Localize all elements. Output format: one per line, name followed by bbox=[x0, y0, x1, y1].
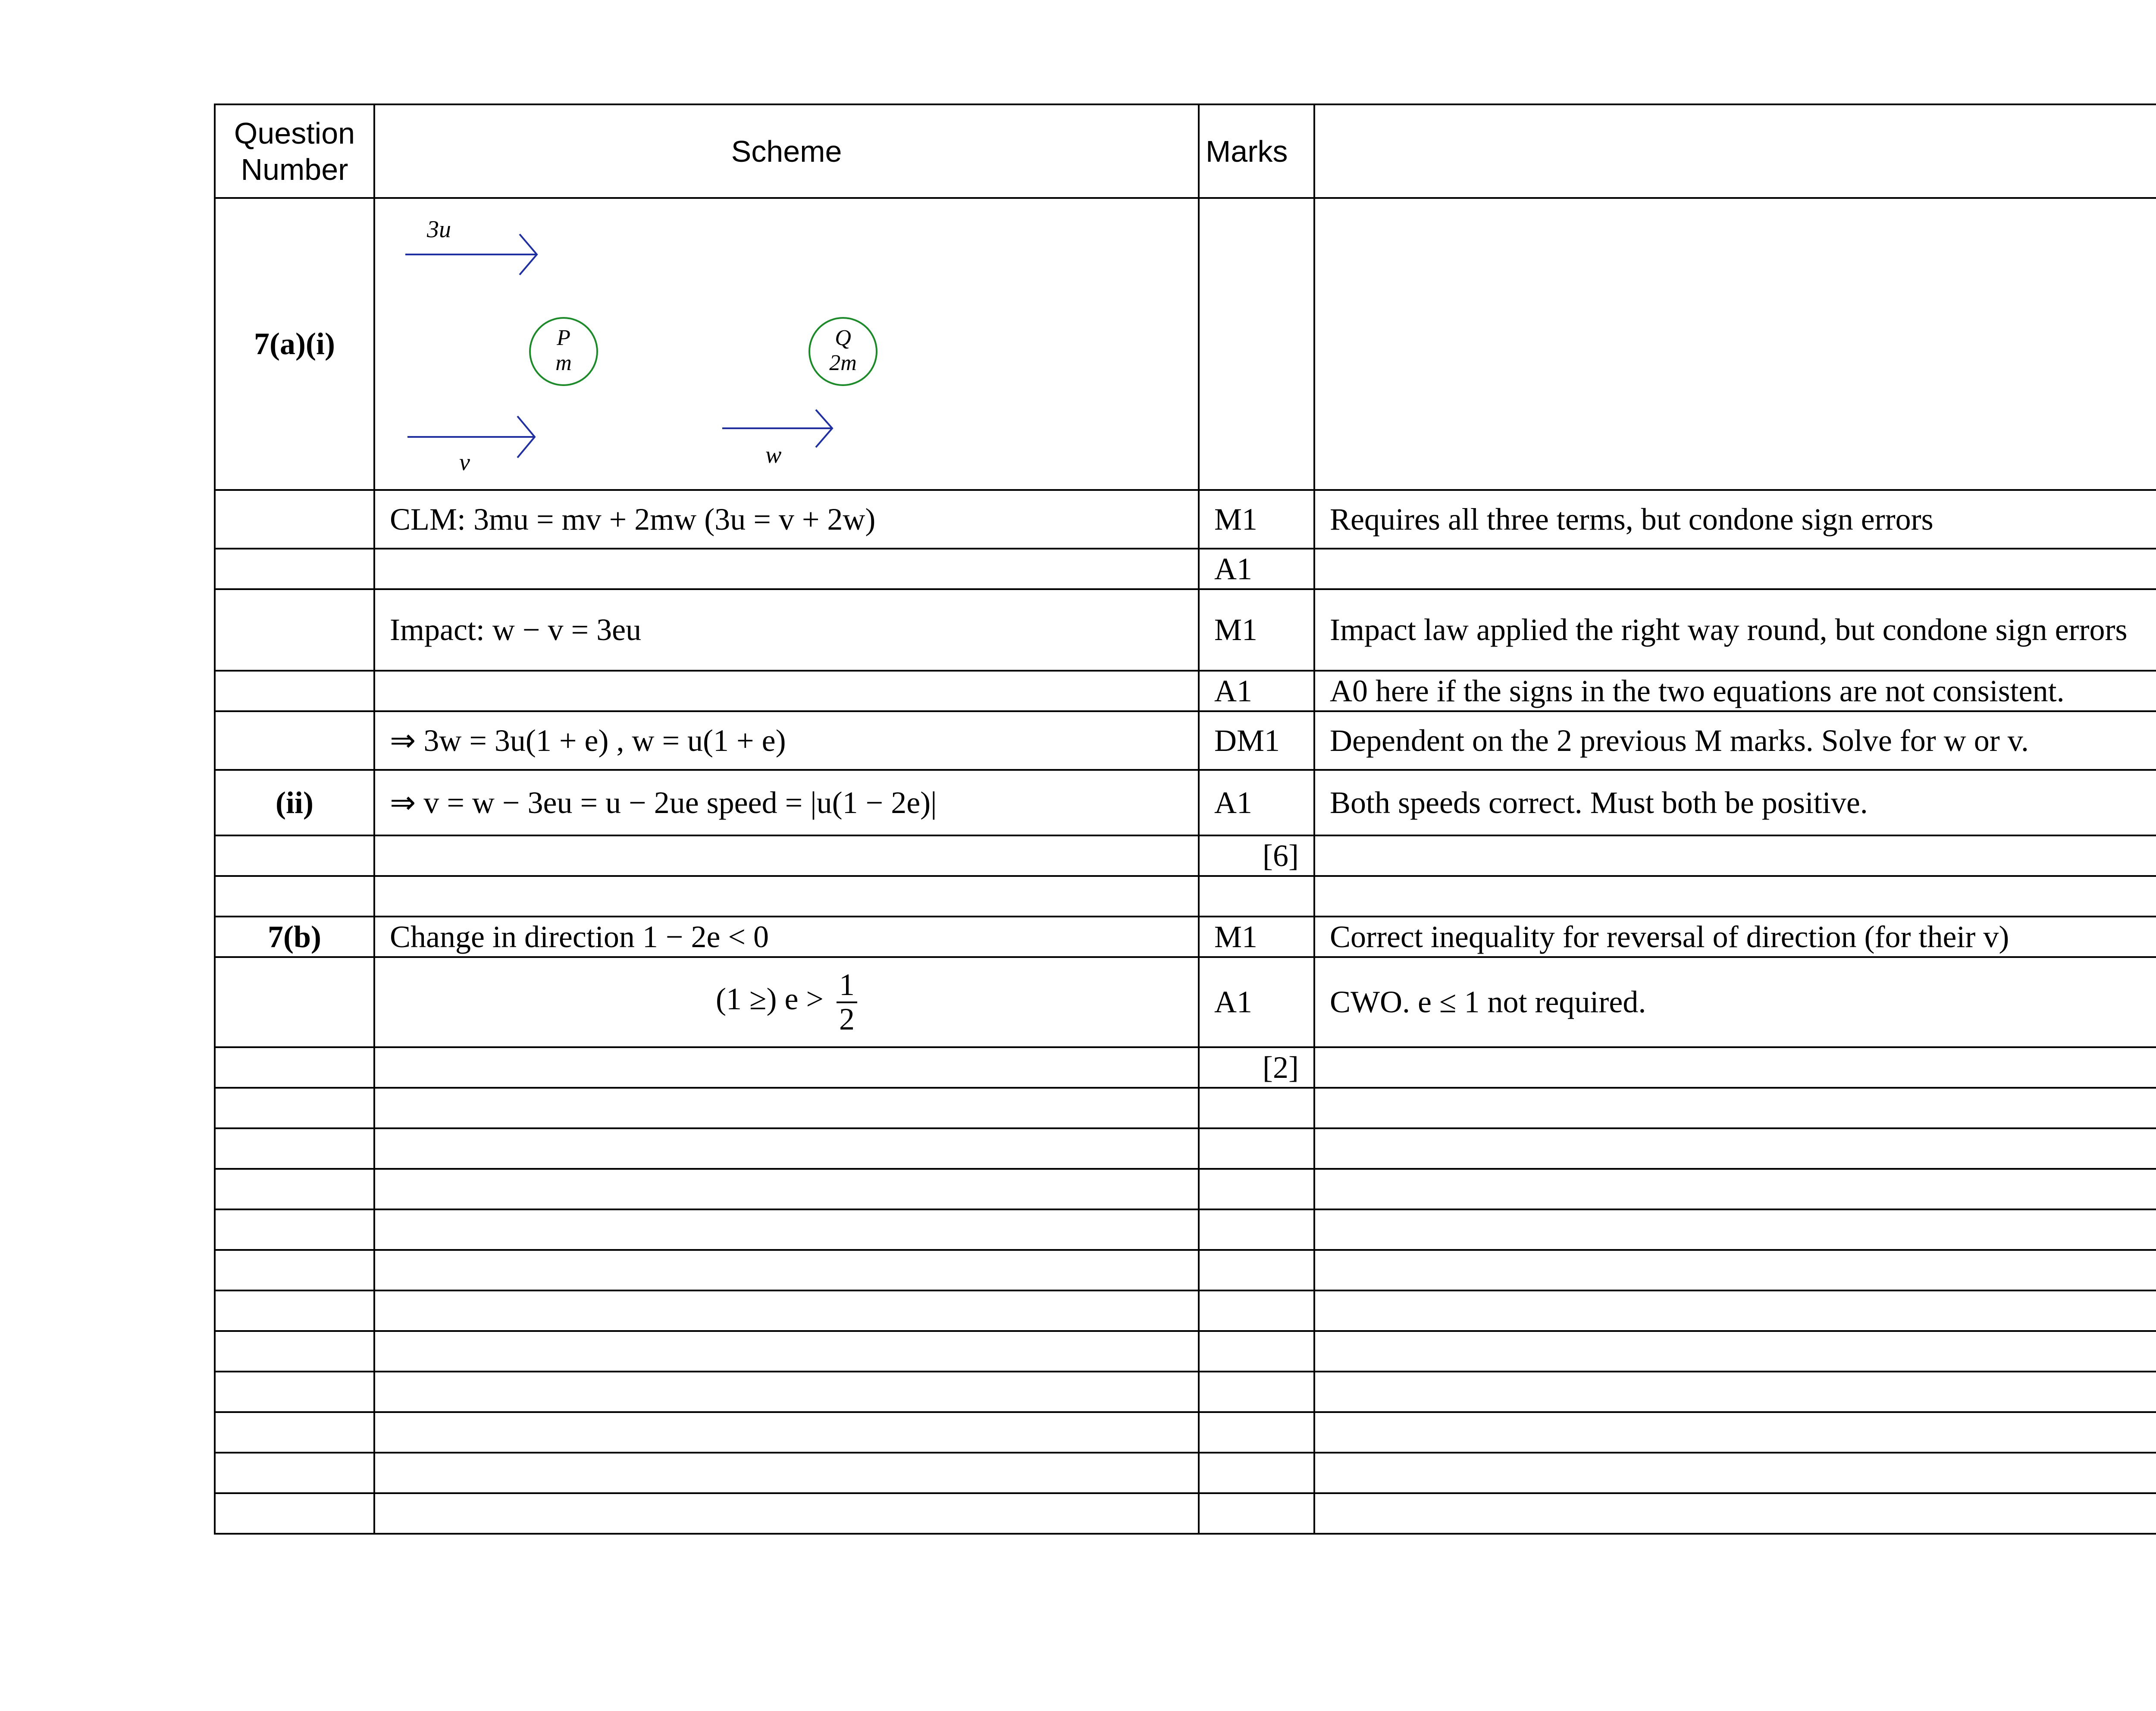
question-label bbox=[215, 957, 374, 1047]
blank-cell bbox=[215, 1372, 374, 1412]
fraction-numerator: 1 bbox=[837, 969, 857, 1003]
blank-cell bbox=[1199, 1412, 1314, 1453]
particle-p-name: P bbox=[557, 326, 570, 350]
blank-cell bbox=[374, 1290, 1199, 1331]
mark-cell: A1 bbox=[1199, 770, 1314, 835]
question-label bbox=[215, 490, 374, 549]
scheme-cell bbox=[374, 671, 1199, 711]
table-row bbox=[215, 671, 2156, 711]
fraction-half bbox=[837, 969, 857, 1036]
header-marks: Marks bbox=[1199, 104, 1314, 198]
table-row-blank bbox=[215, 1169, 2156, 1209]
blank-cell bbox=[374, 1331, 1199, 1372]
question-label bbox=[215, 876, 374, 917]
blank-cell bbox=[374, 1412, 1199, 1453]
blank-cell bbox=[1314, 1331, 2156, 1372]
blank-cell bbox=[215, 1412, 374, 1453]
question-label bbox=[215, 549, 374, 589]
table-row-blank bbox=[215, 1331, 2156, 1372]
note-cell: Dependent on the 2 previous M marks. Solve for w or v. bbox=[1314, 711, 2156, 770]
table-row-blank bbox=[215, 1493, 2156, 1534]
scheme-cell: ⇒ v = w − 3eu = u − 2ue speed = |u(1 − 2e)| bbox=[374, 770, 1199, 835]
diagram-marks-cell bbox=[1199, 198, 1314, 490]
mark-scheme-table bbox=[214, 104, 2156, 1535]
blank-cell bbox=[1199, 1453, 1314, 1493]
note-cell bbox=[1314, 835, 2156, 876]
table-row-blank bbox=[215, 1412, 2156, 1453]
table-row bbox=[215, 770, 2156, 835]
scheme-cell bbox=[374, 835, 1199, 876]
particle-q-name: Q bbox=[835, 326, 851, 350]
blank-cell bbox=[1199, 1290, 1314, 1331]
blank-cell bbox=[1199, 1250, 1314, 1290]
blank-cell bbox=[1314, 1372, 2156, 1412]
particle-q-icon bbox=[809, 318, 877, 385]
scheme-cell: Change in direction 1 − 2e < 0 bbox=[374, 917, 1199, 957]
blank-cell bbox=[374, 1088, 1199, 1128]
blank-cell bbox=[1314, 1088, 2156, 1128]
particle-q-mass: 2m bbox=[829, 351, 857, 375]
note-cell: Impact law applied the right way round, but condone sign errors bbox=[1314, 589, 2156, 671]
after-v-label: v bbox=[459, 449, 470, 476]
note-cell bbox=[1314, 876, 2156, 917]
blank-cell bbox=[374, 1250, 1199, 1290]
blank-cell bbox=[215, 1169, 374, 1209]
header-question-number: Question Number bbox=[215, 104, 374, 198]
blank-cell bbox=[1314, 1412, 2156, 1453]
table-row bbox=[215, 957, 2156, 1047]
note-cell: Both speeds correct. Must both be positive. bbox=[1314, 770, 2156, 835]
question-label-diagram: 7(a)(i) bbox=[215, 198, 374, 490]
table-row-blank bbox=[215, 1209, 2156, 1250]
blank-cell bbox=[215, 1453, 374, 1493]
blank-cell bbox=[1199, 1372, 1314, 1412]
particle-p-icon bbox=[530, 318, 597, 385]
blank-cell bbox=[1199, 1493, 1314, 1534]
blank-cell bbox=[1314, 1453, 2156, 1493]
blank-cell bbox=[1314, 1169, 2156, 1209]
question-label bbox=[215, 589, 374, 671]
collision-diagram-cell bbox=[374, 198, 1199, 490]
blank-cell bbox=[215, 1128, 374, 1169]
note-cell: CWO. e ≤ 1 not required. bbox=[1314, 957, 2156, 1047]
blank-cell bbox=[374, 1453, 1199, 1493]
note-cell bbox=[1314, 1047, 2156, 1088]
table-row bbox=[215, 1047, 2156, 1088]
blank-cell bbox=[1199, 1088, 1314, 1128]
note-cell: Requires all three terms, but condone sign errors bbox=[1314, 490, 2156, 549]
blank-cell bbox=[1314, 1128, 2156, 1169]
blank-cell bbox=[215, 1088, 374, 1128]
table-row bbox=[215, 711, 2156, 770]
scheme-cell: ⇒ 3w = 3u(1 + e) , w = u(1 + e) bbox=[374, 711, 1199, 770]
table-row-blank bbox=[215, 1128, 2156, 1169]
mark-cell: M1 bbox=[1199, 917, 1314, 957]
question-label bbox=[215, 671, 374, 711]
blank-cell bbox=[215, 1331, 374, 1372]
inequality-prefix: (1 ≥) e > bbox=[715, 982, 824, 1017]
scheme-cell bbox=[374, 876, 1199, 917]
blank-cell bbox=[215, 1250, 374, 1290]
table-row-blank bbox=[215, 1453, 2156, 1493]
table-row-blank bbox=[215, 1250, 2156, 1290]
question-label bbox=[215, 711, 374, 770]
blank-cell bbox=[1199, 1331, 1314, 1372]
header-scheme: Scheme bbox=[374, 104, 1199, 198]
particle-p-mass: m bbox=[555, 351, 572, 375]
table-row bbox=[215, 589, 2156, 671]
blank-cell bbox=[374, 1128, 1199, 1169]
blank-cell bbox=[1314, 1209, 2156, 1250]
scheme-cell bbox=[374, 1047, 1199, 1088]
after-w-label: w bbox=[765, 442, 782, 468]
question-label: 7(b) bbox=[215, 917, 374, 957]
scheme-cell: CLM: 3mu = mv + 2mw (3u = v + 2w) bbox=[374, 490, 1199, 549]
mark-cell: DM1 bbox=[1199, 711, 1314, 770]
table-row bbox=[215, 876, 2156, 917]
blank-cell bbox=[215, 1493, 374, 1534]
scheme-cell: Impact: w − v = 3eu bbox=[374, 589, 1199, 671]
table-row-blank bbox=[215, 1088, 2156, 1128]
velocity-v-arrow-icon bbox=[407, 416, 535, 458]
collision-diagram bbox=[375, 201, 1197, 487]
mark-total-cell: [2] bbox=[1199, 1047, 1314, 1088]
table-row bbox=[215, 917, 2156, 957]
diagram-row bbox=[215, 198, 2156, 490]
table-row-blank bbox=[215, 1290, 2156, 1331]
blank-cell bbox=[1199, 1169, 1314, 1209]
mark-cell bbox=[1199, 876, 1314, 917]
blank-cell bbox=[1314, 1493, 2156, 1534]
mark-cell: M1 bbox=[1199, 490, 1314, 549]
scheme-cell-inequality bbox=[374, 957, 1199, 1047]
blank-cell bbox=[1314, 1290, 2156, 1331]
fraction-denominator: 2 bbox=[839, 1001, 855, 1036]
table-row bbox=[215, 549, 2156, 589]
mark-cell: M1 bbox=[1199, 589, 1314, 671]
mark-cell: A1 bbox=[1199, 549, 1314, 589]
question-label bbox=[215, 835, 374, 876]
mark-total-cell: [6] bbox=[1199, 835, 1314, 876]
header-notes bbox=[1314, 104, 2156, 198]
blank-cell bbox=[215, 1290, 374, 1331]
question-label bbox=[215, 1047, 374, 1088]
blank-cell bbox=[374, 1372, 1199, 1412]
table-row-blank bbox=[215, 1372, 2156, 1412]
diagram-notes-cell bbox=[1314, 198, 2156, 490]
question-label: (ii) bbox=[215, 770, 374, 835]
blank-cell bbox=[215, 1209, 374, 1250]
top-arrow-label: 3u bbox=[427, 216, 451, 243]
blank-cell bbox=[374, 1169, 1199, 1209]
top-velocity-arrow-icon bbox=[405, 234, 537, 275]
note-cell: Correct inequality for reversal of direction (for their v) bbox=[1314, 917, 2156, 957]
blank-cell bbox=[374, 1493, 1199, 1534]
table-row bbox=[215, 490, 2156, 549]
table-header-row bbox=[215, 104, 2156, 198]
mark-cell: A1 bbox=[1199, 671, 1314, 711]
note-cell bbox=[1314, 549, 2156, 589]
table-row bbox=[215, 835, 2156, 876]
blank-cell bbox=[374, 1209, 1199, 1250]
mark-cell: A1 bbox=[1199, 957, 1314, 1047]
blank-cell bbox=[1199, 1128, 1314, 1169]
blank-cell bbox=[1314, 1250, 2156, 1290]
blank-cell bbox=[1199, 1209, 1314, 1250]
note-cell: A0 here if the signs in the two equations are not consistent. bbox=[1314, 671, 2156, 711]
scheme-cell bbox=[374, 549, 1199, 589]
